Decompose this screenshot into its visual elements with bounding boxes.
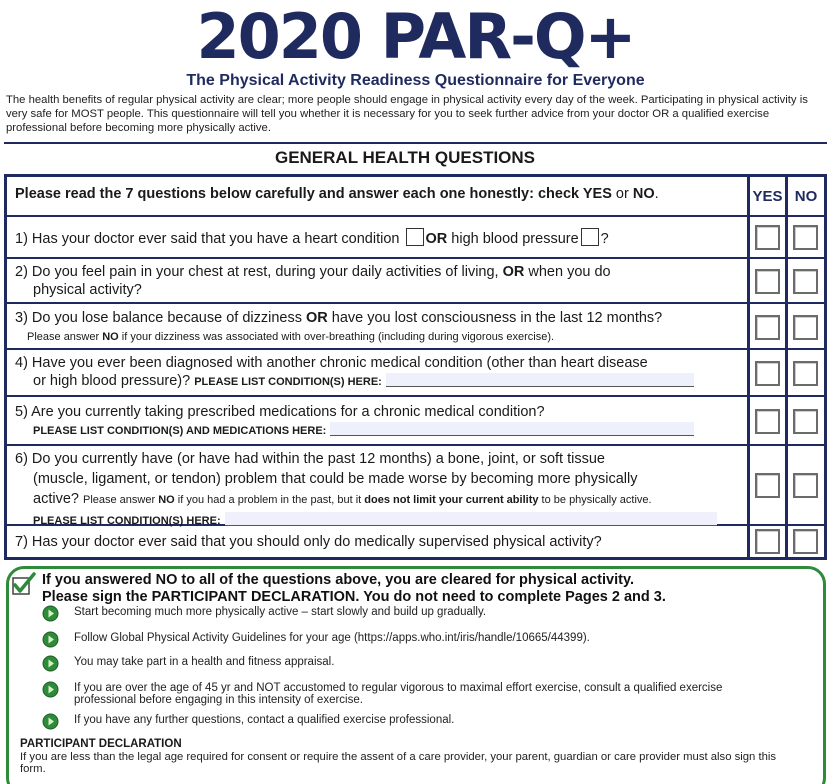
heart-condition-checkbox[interactable] (406, 228, 424, 246)
intro-paragraph: The health benefits of regular physical activity are clear; more people should engage in physical activity every day of the week. Participating in physical activity is very safe for MOST people. This questionnaire will tell you whether it is necessary for you to seek further advice from your doctor OR a qualified exercise professional before becoming more physically active. (6, 94, 808, 134)
condition-input-6[interactable] (225, 512, 717, 526)
question-row-3 (7, 304, 824, 350)
play-bullet-icon (42, 681, 59, 698)
play-bullet-icon (42, 605, 59, 622)
question-row-2 (7, 259, 824, 304)
condition-input-4[interactable] (386, 373, 694, 387)
q2-yes-checkbox[interactable] (755, 269, 780, 294)
q7-no-checkbox[interactable] (793, 529, 818, 554)
question-5-text: 5) Are you currently taking prescribed medications for a chronic medical condition? PLEASE LIST CONDITION(S) AND MEDICATIONS HERE: (7, 397, 747, 444)
q5-yes-checkbox[interactable] (755, 409, 780, 434)
list-item: If you have any further questions, contact a qualified exercise professional. (42, 714, 454, 726)
q5-no-checkbox[interactable] (793, 409, 818, 434)
question-1-text: 1) Has your doctor ever said that you have a heart condition OR high blood pressure ? (7, 217, 747, 257)
q6-yes-checkbox[interactable] (755, 473, 780, 498)
q2-no-checkbox[interactable] (793, 269, 818, 294)
question-3-text: 3) Do you lose balance because of dizziness OR have you lost consciousness in the last 12 months? Please answer NO if your dizziness was associated with over-breathing (including during vigorous exercise). (15, 310, 663, 343)
page-subtitle: The Physical Activity Readiness Questionnaire for Everyone (186, 72, 645, 89)
q1-yes-checkbox[interactable] (755, 225, 780, 250)
question-row-4 (7, 350, 824, 397)
question-2-text: 2) Do you feel pain in your chest at rest, during your daily activities of living, OR when you do physical activity? (15, 264, 611, 298)
condition-medication-input-5[interactable] (330, 422, 694, 436)
cleared-message (42, 572, 666, 606)
q6-no-checkbox[interactable] (793, 473, 818, 498)
q1-no-checkbox[interactable] (793, 225, 818, 250)
list-item: If you are over the age of 45 yr and NOT accustomed to regular vigorous to maximal effort exercise, consult a qualified exercise professional before engaging in this intensity of exercise. (42, 682, 782, 706)
page-title: 2020 PAR-Q+ (196, 0, 635, 73)
play-bullet-icon (42, 713, 59, 730)
question-4-text: 4) Have you ever been diagnosed with another chronic medical condition (other than heart disease or high blood pressure)? PLEASE LIST CONDITION(S) HERE: (7, 350, 747, 395)
question-row-7 (7, 526, 824, 557)
question-row-5 (7, 397, 824, 446)
cleared-line-2: Please sign the PARTICIPANT DECLARATION. You do not need to complete Pages 2 and 3. (42, 589, 666, 605)
declaration-text: If you are less than the legal age required for consent or require the assent of a care provider, your parent, guardian or care provider must also sign this form. (20, 751, 777, 775)
checkmark-icon (12, 572, 36, 596)
section-title: GENERAL HEALTH QUESTIONS (274, 148, 536, 167)
q7-yes-checkbox[interactable] (755, 529, 780, 554)
play-bullet-icon (42, 655, 59, 672)
list-item: Follow Global Physical Activity Guidelines for your age (https://apps.who.int/iris/handle/10665/44399). (42, 632, 590, 644)
list-item: Start becoming much more physically active – start slowly and build up gradually. (42, 606, 486, 618)
q3-no-checkbox[interactable] (793, 315, 818, 340)
questions-table (4, 174, 827, 560)
question-row-6 (7, 446, 824, 526)
q4-yes-checkbox[interactable] (755, 361, 780, 386)
question-7-text: 7) Has your doctor ever said that you should only do medically supervised physical activity? (15, 534, 602, 550)
cleared-line-1: If you answered NO to all of the questions above, you are cleared for physical activity. (42, 572, 634, 588)
declaration-title: PARTICIPANT DECLARATION (20, 738, 182, 750)
blood-pressure-checkbox[interactable] (581, 228, 599, 246)
table-header-row (7, 177, 824, 217)
play-bullet-icon (42, 631, 59, 648)
divider (4, 142, 827, 144)
question-row-1 (7, 217, 824, 259)
list-item: You may take part in a health and fitness appraisal. (42, 656, 334, 668)
q4-no-checkbox[interactable] (793, 361, 818, 386)
question-6-text: 6) Do you currently have (or have had within the past 12 months) a bone, joint, or soft tissue (muscle, ligament, or tendon) problem that could be made worse by becoming more physically active? Please answer NO if you had a problem in the past, but it does not limit your current ability to be physically active. PLEASE LIST CONDITION(S) HERE: (7, 446, 747, 524)
yes-column-header: YES (752, 187, 783, 205)
q3-yes-checkbox[interactable] (755, 315, 780, 340)
instruction-text: Please read the 7 questions below carefully and answer each one honestly: check YES or NO. (15, 186, 659, 202)
no-column-header: NO (794, 187, 818, 205)
